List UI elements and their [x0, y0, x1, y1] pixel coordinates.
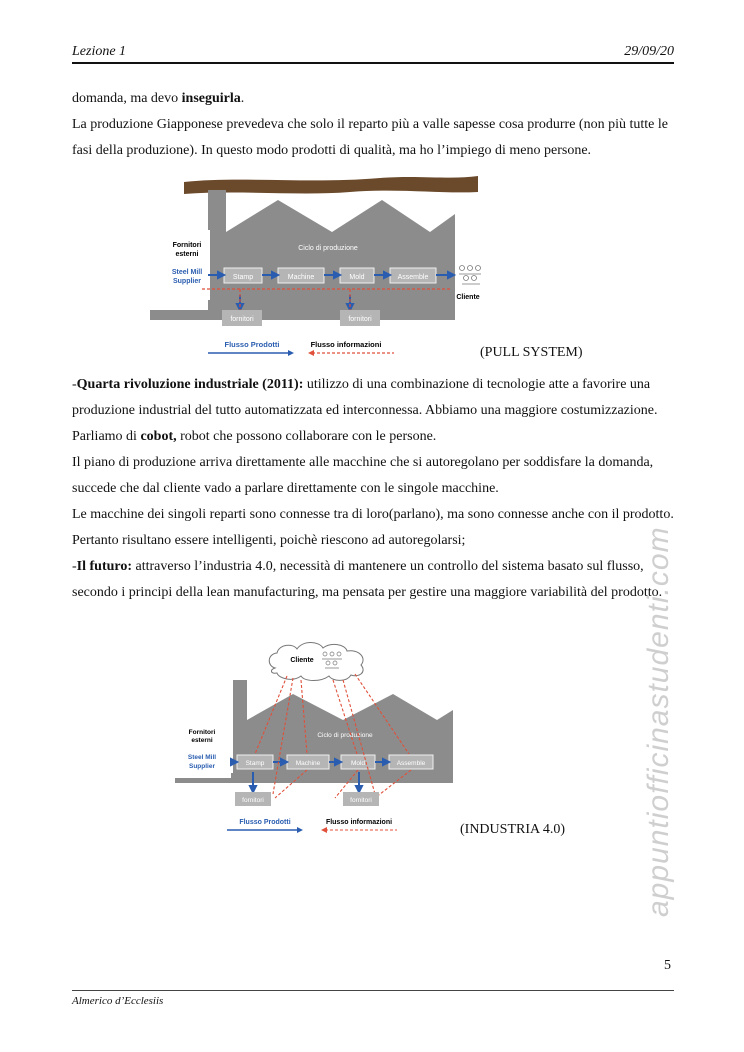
svg-text:Flusso informazioni: Flusso informazioni: [325, 819, 393, 826]
fornitori-esterni-label: Fornitori: [172, 242, 202, 249]
svg-text:fornitori: fornitori: [348, 316, 372, 323]
cloud-shape: [269, 643, 363, 681]
station-stamp: [224, 268, 262, 283]
cycle-label: Ciclo di produzione: [317, 732, 373, 739]
station-mold: [341, 755, 375, 769]
footer-rule: [72, 990, 674, 991]
svg-text:Assemble: Assemble: [397, 274, 429, 281]
svg-text:Stamp: Stamp: [245, 760, 265, 767]
supplier-label-2: Supplier: [172, 278, 202, 285]
svg-text:Flusso Prodotti: Flusso Prodotti: [239, 819, 291, 826]
label-background: [150, 230, 210, 300]
svg-text:Machine: Machine: [287, 274, 315, 281]
header-rule: [72, 62, 674, 64]
supplier-box-1: [222, 310, 262, 326]
text-block-2: [72, 372, 682, 606]
legend: [208, 340, 394, 356]
svg-text:fornitori: fornitori: [350, 797, 372, 804]
lesson-label: Lezione 1: [72, 44, 127, 59]
svg-text:Stamp: Stamp: [232, 274, 254, 281]
supplier-label: Steel Mill: [187, 754, 217, 761]
customer-icon: [459, 266, 481, 285]
industry-4-diagram: [175, 638, 460, 838]
svg-text:fornitori: fornitori: [230, 316, 254, 323]
supplier-box-1: [235, 792, 271, 806]
customer-label: Cliente: [456, 294, 480, 301]
supplier-label: Steel Mill: [171, 269, 203, 276]
svg-text:Flusso Prodotti: Flusso Prodotti: [224, 340, 280, 349]
page-number: 5: [664, 958, 671, 973]
fornitori-esterni-label-2: esterni: [191, 737, 213, 744]
pull-system-diagram: [150, 170, 490, 365]
paragraph-2: La produzione Giapponese prevedeva che solo il reparto più a valle sapesse cosa produrre (non più tutte le fasi della produzione). In questo modo prodotti di qualità, ma ho l’impiego di meno persone.: [72, 117, 668, 158]
station-machine: [278, 268, 324, 283]
pull-system-caption: (PULL SYSTEM): [480, 345, 583, 360]
svg-text:Mold: Mold: [350, 760, 366, 767]
paragraph-4: Il piano di produzione arriva direttamente alle macchine che si autoregolano per soddisfare la domanda, succede che dal cliente vado a parlare direttamente con le singole macchine.: [72, 455, 654, 496]
svg-text:Flusso informazioni: Flusso informazioni: [310, 340, 382, 349]
industry-4-caption: (INDUSTRIA 4.0): [460, 822, 565, 837]
fornitori-esterni-label-2: esterni: [175, 251, 199, 258]
smoke-shape: [184, 176, 478, 194]
svg-text:Assemble: Assemble: [396, 760, 426, 767]
paragraph-5: Le macchine dei singoli reparti sono connesse tra di loro(parlano), ma sono connesse anche con il prodotto. Pertanto risultano essere intelligenti, poichè riescono ad autoregolarsi;: [72, 507, 674, 548]
paragraph-1: domanda, ma devo inseguirla.: [72, 91, 245, 106]
station-assemble: [389, 755, 433, 769]
supplier-box-2: [340, 310, 380, 326]
svg-text:Mold: Mold: [349, 274, 365, 281]
watermark: appuntiofficinastudenti.com: [642, 526, 675, 917]
svg-text:Machine: Machine: [295, 760, 321, 767]
svg-text:fornitori: fornitori: [242, 797, 264, 804]
fornitori-esterni-label: Fornitori: [188, 729, 216, 736]
text-block-1: [72, 86, 682, 164]
station-stamp: [237, 755, 273, 769]
station-assemble: [390, 268, 436, 283]
cycle-label: Ciclo di produzione: [298, 245, 358, 252]
supplier-label-2: Supplier: [188, 763, 216, 770]
legend: [227, 819, 397, 833]
paragraph-6: -Il futuro: attraverso l’industria 4.0, necessità di mantenere un controllo del sistema basato sul flusso, secondo i principi della lean manufacturing, ma pensata per gestire una maggiore variabilità del prodotto.: [72, 559, 663, 600]
customer-label: Cliente: [290, 657, 314, 664]
paragraph-3: -Quarta rivoluzione industriale (2011): utilizzo di una combinazione di tecnologie atte a favorire una produzione industrial del tutto automatizzata ed interconnessa. Abbiamo una maggiore costumizzazione. Parliamo di cobot, robot che possono collaborare con le persone.: [72, 377, 658, 444]
station-machine: [287, 755, 329, 769]
author-footer: Almerico d’Ecclesiis: [72, 995, 164, 1007]
station-mold: [340, 268, 374, 283]
date-label: 29/09/20: [624, 44, 674, 59]
supplier-box-2: [343, 792, 379, 806]
